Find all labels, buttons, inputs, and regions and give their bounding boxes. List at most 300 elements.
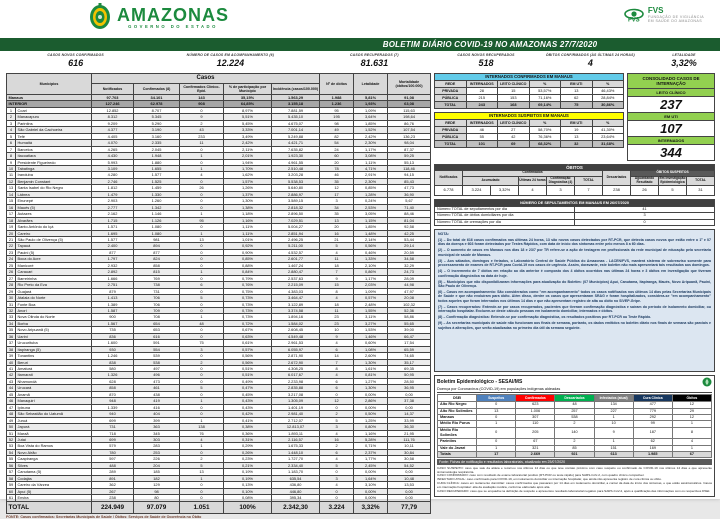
value-cell: 2,10% <box>354 262 388 268</box>
table-row <box>435 102 624 109</box>
value-cell: 0,57% <box>354 295 388 301</box>
value-cell: 1.448,10 <box>272 449 320 455</box>
value-cell: 4.265 <box>92 146 134 152</box>
value-cell: 37,38 <box>388 398 431 404</box>
value-cell: 9 <box>594 427 633 439</box>
value-cell: 780 <box>92 449 134 455</box>
row-index-cell: 48 <box>7 411 16 417</box>
value-cell: 0,57% <box>224 346 272 352</box>
value-cell: 1.812 <box>92 185 134 191</box>
value-cell: 29,14 <box>388 243 431 249</box>
value-cell: 0,29% <box>224 443 272 449</box>
value-cell: 0 <box>180 404 224 410</box>
value-cell: 1,70% <box>224 165 272 171</box>
value-cell: 5 <box>320 243 354 249</box>
muni-name-cell: Humaitá <box>16 140 92 146</box>
value-cell: 62 <box>561 95 593 102</box>
value-cell: 98,04 <box>388 140 431 146</box>
muni-name-cell: Tapauá <box>16 243 92 249</box>
value-cell: 17 <box>320 191 354 197</box>
value-cell: 68,32% <box>529 141 561 148</box>
value-cell: 1.246 <box>92 353 134 359</box>
value-cell: 2.215,09 <box>272 282 320 288</box>
value-cell: 1,61% <box>354 366 388 372</box>
col-header: EM UTI <box>561 120 593 127</box>
value-cell: 1.577 <box>134 172 180 178</box>
muni-name-cell: Fonte Boa <box>16 301 92 307</box>
value-cell: 0,00 <box>388 469 431 475</box>
value-cell: 399 <box>134 417 180 423</box>
muni-name-cell: Lábrea <box>16 191 92 197</box>
muni-name-cell: Juruá <box>16 417 92 423</box>
value-cell: 52,36 <box>388 307 431 313</box>
value-cell: 3,08% <box>354 153 388 159</box>
value-cell: 1,30% <box>354 359 388 365</box>
stat-value: 518 <box>478 58 494 68</box>
summary-stat <box>0 53 151 72</box>
value-cell: 0 <box>477 439 516 445</box>
value-cell: 362 <box>92 482 134 488</box>
value-cell: 0 <box>180 107 224 113</box>
value-cell: 0,56% <box>224 359 272 365</box>
value-cell: 2.608,45 <box>272 327 320 333</box>
value-cell: 6.055,97 <box>272 346 320 352</box>
obitos-value-cell: 6.778 <box>435 186 463 196</box>
summary-stats-row <box>0 53 720 72</box>
muni-name-cell: Itamarati <box>16 372 92 378</box>
value-cell: 623 <box>516 402 555 408</box>
muni-name-cell: Nhamundá <box>16 378 92 384</box>
value-cell: 824 <box>134 256 180 262</box>
value-cell: 1.183,70 <box>272 469 320 475</box>
obitos-value-cell: 4 <box>519 186 547 196</box>
muni-name-cell: Manaquiri <box>16 398 92 404</box>
col-header: INTERNADOS <box>466 81 498 88</box>
row-index-cell: 42 <box>7 372 16 378</box>
value-cell: 23 <box>320 314 354 320</box>
value-cell: 0 <box>180 191 224 197</box>
value-cell: 815 <box>134 269 180 275</box>
muni-name-cell: Nova Olinda do Norte <box>16 314 92 320</box>
em-uti-value: 107 <box>628 121 714 137</box>
value-cell: 1 <box>672 445 711 451</box>
value-cell: 1.236 <box>320 101 354 107</box>
col-header-clinico-epid: Confirmados Clínico-Epid. <box>180 84 224 95</box>
value-cell: 1,62% <box>224 172 272 178</box>
value-cell: 86,76 <box>388 120 431 126</box>
value-cell: 6 <box>320 449 354 455</box>
value-cell: 55 <box>466 134 498 141</box>
row-index-cell: 23 <box>7 249 16 255</box>
row-index-cell: 40 <box>7 359 16 365</box>
muni-name-cell: Jutaí <box>16 437 92 443</box>
value-cell: 0,19% <box>224 469 272 475</box>
nota-title: NOTA: <box>438 232 449 237</box>
value-cell: 18 <box>320 262 354 268</box>
value-cell: 6 <box>320 346 354 352</box>
value-cell: 10 <box>594 421 633 427</box>
value-cell: 102,32 <box>388 301 431 307</box>
value-cell: 709 <box>134 307 180 313</box>
value-cell: 78 <box>320 165 354 171</box>
value-cell: 91,08 <box>388 95 431 101</box>
value-cell: 0,75% <box>224 288 272 294</box>
value-cell: 1.339 <box>92 404 134 410</box>
rede-cell: PÚBLICA <box>435 95 467 102</box>
value-cell: 2.601,77 <box>272 256 320 262</box>
sesai-title: Boletim Epidemiológico - SESAI/MS <box>437 379 523 386</box>
value-cell: 42,25 <box>388 230 431 236</box>
value-cell: 0 <box>477 427 516 439</box>
value-cell: 204 <box>134 462 180 468</box>
value-cell: 5.640,80 <box>272 185 320 191</box>
row-index-cell: 33 <box>7 314 16 320</box>
value-cell: 0 <box>180 307 224 313</box>
value-cell: 1,08% <box>354 346 388 352</box>
value-cell: 2,11% <box>224 146 272 152</box>
obitos-confirmados-header: Confirmados <box>463 170 603 176</box>
row-index-cell: 49 <box>7 417 16 423</box>
value-cell: 48 <box>180 320 224 326</box>
value-cell: 538 <box>134 359 180 365</box>
muni-name-cell: Apuí (5) <box>16 488 92 494</box>
row-index-cell: 45 <box>7 391 16 397</box>
value-cell: 0,00% <box>354 469 388 475</box>
value-cell: 706 <box>134 301 180 307</box>
value-cell: 2.886,97 <box>272 191 320 197</box>
value-cell: 28,09 <box>388 275 431 281</box>
value-cell: 1.342 <box>134 204 180 210</box>
muni-name-cell: 97.703 <box>92 95 134 101</box>
row-index-cell: 44 <box>7 385 16 391</box>
value-cell: 0 <box>180 333 224 339</box>
value-cell: 34 <box>320 204 354 210</box>
value-cell: 6 <box>320 378 354 384</box>
value-cell: 75 <box>561 102 593 109</box>
value-cell: 118,46 <box>388 165 431 171</box>
value-cell: 107,54 <box>388 127 431 133</box>
obitos-value-cell: 3.224 <box>463 186 491 196</box>
value-cell: 1,28% <box>354 191 388 197</box>
municipality-panel <box>6 73 430 519</box>
row-index-cell: 17 <box>7 211 16 217</box>
summary-stat <box>310 53 440 72</box>
value-cell: 0 <box>180 353 224 359</box>
value-cell: 42 <box>498 134 530 141</box>
value-cell: 1,55% <box>354 307 388 313</box>
value-cell: 4.675,07 <box>272 120 320 126</box>
value-cell: 580 <box>92 366 134 372</box>
muni-name-cell: Tonantins <box>16 353 92 359</box>
internados-confirmados-table <box>434 73 624 109</box>
value-cell: 62 <box>633 439 672 445</box>
value-cell: 13,53 <box>388 482 431 488</box>
sesai-logo-icon <box>702 377 712 387</box>
municipality-table <box>6 73 431 514</box>
em-uti-label: EM UTI <box>628 113 714 121</box>
value-cell: 97.079 <box>134 501 180 513</box>
value-cell: 2.835,88 <box>272 385 320 391</box>
value-cell: 2 <box>180 120 224 126</box>
row-index-cell: 41 <box>7 366 16 372</box>
value-cell: 32,29 <box>388 262 431 268</box>
value-cell: 2.334,40 <box>272 462 320 468</box>
value-cell: 1.459 <box>134 185 180 191</box>
value-cell: 233 <box>180 133 224 139</box>
value-cell: 0 <box>180 204 224 210</box>
value-cell: 35 <box>320 211 354 217</box>
value-cell: 731 <box>134 288 180 294</box>
value-cell: 13 <box>180 469 224 475</box>
value-cell: 0,71% <box>354 443 388 449</box>
value-cell: 0,49% <box>224 378 272 384</box>
value-cell: 1,57% <box>224 178 272 184</box>
value-cell: 99 <box>633 421 672 427</box>
nota-item: (3) – Aos sábados, domingos e feriados, o Laboratório Central de Saúde Pública do Amazonas - LACEN/FVS, manterá sistema de sobreaviso somente para processamento de exames de RT-PCR para Covid-19 nos casos de urgência. Assim, doravante, este boletim não mais apresentará tais resultados aos domingos. <box>438 258 711 268</box>
value-cell: 195 <box>320 114 354 120</box>
muni-name-cell: Canutama (5) <box>16 469 92 475</box>
row-index-cell: 16 <box>7 204 16 210</box>
value-cell: 59,25 <box>388 153 431 159</box>
value-cell: 1,16% <box>224 217 272 223</box>
value-cell: 404 <box>134 411 180 417</box>
value-cell: 1,53% <box>354 327 388 333</box>
muni-name-cell: Codajás <box>16 475 92 481</box>
row-index-cell: 30 <box>7 295 16 301</box>
value-cell: 0 <box>180 243 224 249</box>
value-cell: 32 <box>561 141 593 148</box>
value-cell: 8 <box>320 288 354 294</box>
muni-name-cell: Urucará <box>16 385 92 391</box>
obitos-aguardando-header: Aguardando Resultado <box>631 176 659 186</box>
row-index-cell: 20 <box>7 230 16 236</box>
stat-value: 81.631 <box>360 58 389 68</box>
row-index-cell: 11 <box>7 172 16 178</box>
value-cell: 34.101 <box>134 95 180 101</box>
obitos-values-row <box>435 186 715 196</box>
value-cell: 76 <box>180 430 224 436</box>
row-index-cell: 21 <box>7 236 16 242</box>
value-cell: 87,37 <box>388 146 431 152</box>
value-cell: 292 <box>633 415 672 421</box>
value-cell: 5,45% <box>224 120 272 126</box>
value-cell: 2.672,90 <box>272 359 320 365</box>
value-cell: 253 <box>134 449 180 455</box>
value-cell: 1,11% <box>224 230 272 236</box>
value-cell: 1.479 <box>92 191 134 197</box>
value-cell: 930 <box>92 346 134 352</box>
value-cell: 1,11% <box>224 224 272 230</box>
value-cell: 0,23% <box>224 456 272 462</box>
value-cell: 836 <box>92 333 134 339</box>
value-cell: 4 <box>320 456 354 462</box>
value-cell: 0,79% <box>224 275 272 281</box>
row-index-cell: 32 <box>7 307 16 313</box>
value-cell: 85,43 <box>388 178 431 184</box>
value-cell: 0,85% <box>224 256 272 262</box>
muni-name-cell: Rio Preto da Eva <box>16 282 92 288</box>
stat-value: 4 <box>587 58 593 68</box>
value-cell: 981 <box>134 236 180 242</box>
sepultamento-label: Número TOTAL de cremações por dia <box>435 219 575 226</box>
value-cell: 5,67 <box>388 198 431 204</box>
value-cell: 3.224 <box>320 501 354 513</box>
value-cell: 1 <box>594 415 633 421</box>
value-cell: 7 <box>320 359 354 365</box>
value-cell: 34,58 <box>388 256 431 262</box>
value-cell: 1 <box>180 269 224 275</box>
value-cell: 283 <box>134 443 180 449</box>
sesai-dsei-cell: Alto Rio Negro <box>438 402 477 408</box>
sesai-legend-item: INFECTADO ATUAL: caso confirmado para COVID-19, em isolamento domiciliar ou internação hospitalar, que ainda não apresenta registro de cura clínica ou óbito. <box>437 477 662 482</box>
value-cell: 153 <box>498 95 530 102</box>
value-cell: 5.249,88 <box>272 133 320 139</box>
value-cell: 1,11% <box>354 159 388 165</box>
value-cell: 1,01% <box>224 236 272 242</box>
summary-stat <box>533 53 648 72</box>
value-cell: 5.290 <box>134 120 180 126</box>
row-index-cell: 29 <box>7 288 16 294</box>
value-cell: 2,30% <box>354 140 388 146</box>
value-cell: 538 <box>555 415 594 421</box>
value-cell: 110 <box>516 421 555 427</box>
value-cell: 11 <box>320 307 354 313</box>
value-cell: 136,23 <box>388 133 431 139</box>
row-index-cell: 27 <box>7 275 16 281</box>
value-cell: 0 <box>180 449 224 455</box>
value-cell: 1.305,09 <box>272 398 320 404</box>
value-cell: 2.162 <box>92 211 134 217</box>
row-index-cell: 39 <box>7 353 16 359</box>
value-cell: 738 <box>134 282 180 288</box>
value-cell: 30,86% <box>592 102 624 109</box>
row-index-cell: 46 <box>7 398 16 404</box>
col-header: % <box>529 120 561 127</box>
value-cell: 2,42% <box>354 133 388 139</box>
value-cell: 5 <box>320 417 354 423</box>
value-cell: 36,30 <box>388 424 431 430</box>
muni-name-cell: Presidente Figueiredo <box>16 159 92 165</box>
value-cell: 65,59 <box>388 346 431 352</box>
muni-name-cell: TOTAL <box>7 501 92 513</box>
value-cell: 718 <box>92 430 134 436</box>
row-index-cell: 53 <box>7 443 16 449</box>
value-cell: 4.383,03 <box>272 288 320 294</box>
row-index-cell: 56 <box>7 462 16 468</box>
value-cell: 98 <box>134 488 180 494</box>
value-cell: 0 <box>320 391 354 397</box>
obitos-ultimas24-header: Últimas 24 horas <box>519 176 547 186</box>
muni-name-cell: Coari <box>16 107 92 113</box>
value-cell: 2 <box>555 439 594 445</box>
value-cell: 46,43% <box>592 88 624 95</box>
row-index-cell: 43 <box>7 378 16 384</box>
value-cell: 2.871,90 <box>272 353 320 359</box>
internados-confirmados-title: INTERNADOS CONFIRMADOS EM MANAUS <box>435 74 624 81</box>
value-cell: 12.813,07 <box>272 424 320 430</box>
value-cell: 5.345 <box>134 114 180 120</box>
nota-item: (7) – Casos recuperados: Entende-se por casos recuperados, pacientes que tiveram confirmação diagnóstica e saíram do período de isolamento domiciliar, ou internação hospitalar. Excluem-se deste cálculo pessoas em isolamento domiciliar, internados e óbitos. <box>438 304 711 314</box>
value-cell: 5 <box>320 462 354 468</box>
value-cell: 9.209 <box>92 120 134 126</box>
rede-cell: PRIVADA <box>435 88 467 95</box>
sepultamento-value: 41 <box>575 206 715 213</box>
value-cell: 115,63 <box>388 107 431 113</box>
value-cell: 243 <box>466 102 498 109</box>
value-cell: 1 <box>594 439 633 445</box>
value-cell: 15 <box>320 282 354 288</box>
value-cell: 53,44 <box>388 236 431 242</box>
value-cell: 1.923,30 <box>272 153 320 159</box>
value-cell: 2,45% <box>354 462 388 468</box>
value-cell: 20,08 <box>388 295 431 301</box>
value-cell: 1 <box>180 314 224 320</box>
value-cell: 3,11% <box>354 314 388 320</box>
value-cell: 921 <box>555 451 594 457</box>
value-cell: 1.985 <box>633 451 672 457</box>
value-cell: 5 <box>180 462 224 468</box>
obitos-investigacao-header: Em Investigação Epidemiológica <box>659 176 686 184</box>
value-cell: 591 <box>134 340 180 346</box>
fvs-subtitle-1: FUNDAÇÃO DE VIGILÂNCIA <box>647 15 704 19</box>
value-cell: 2 <box>320 443 354 449</box>
value-cell: 185 <box>134 469 180 475</box>
sepultamento-label: Número TOTAL de sepultamentos por dia <box>435 206 575 213</box>
value-cell: 488 <box>92 462 134 468</box>
summary-stat <box>439 53 533 72</box>
value-cell: 2.233,98 <box>272 378 320 384</box>
value-cell: 416 <box>134 404 180 410</box>
value-cell: 735 <box>92 327 134 333</box>
value-cell: 0 <box>180 482 224 488</box>
sesai-panel <box>434 375 715 497</box>
nota-item: (1) – Do total de 616 casos confirmados nas últimas 24 horas, 13 são novos casos detectados por RT-PCR, que detecta casos novos que estão entre o 1º e 07 dias da doença e 603 foram detectados por Testes Rápidos, com data de início dos sintomas entre pelo menos 8 a 60 dias. <box>438 237 711 247</box>
row-index-cell: 60 <box>7 488 16 494</box>
value-cell: 67 <box>516 439 555 445</box>
value-cell: 0,26% <box>224 449 272 455</box>
row-index-cell: 37 <box>7 340 16 346</box>
value-cell: 1 <box>180 475 224 481</box>
col-header-mortalidade: Mortalidade (óbitos/100.000) <box>388 74 431 95</box>
value-cell: 0,56% <box>354 243 388 249</box>
value-cell: 303 <box>134 437 180 443</box>
municipality-table-source: FONTE: Casos confirmados: Secretarias Municipais de Saúde / Óbitos: Serviços de Saúde de Ocorrência no Óbito <box>6 515 202 519</box>
value-cell: 5 <box>180 295 224 301</box>
muni-name-cell: Santo Antônio do Içá <box>16 224 92 230</box>
sesai-dsei-cell: Médio Rio Purus <box>438 421 477 427</box>
value-cell: 2.896,50 <box>272 211 320 217</box>
value-cell: 900 <box>92 314 134 320</box>
value-cell: 95 <box>320 107 354 113</box>
value-cell: 363 <box>134 424 180 430</box>
value-cell: 1 <box>180 398 224 404</box>
value-cell: 1,48% <box>354 230 388 236</box>
rede-cell: PÚBLICA <box>435 134 467 141</box>
value-cell: 39,00 <box>388 327 431 333</box>
value-cell: 66,47 <box>388 333 431 339</box>
muni-name-cell: Guajará <box>16 288 92 294</box>
row-index-cell: 4 <box>7 127 16 133</box>
value-cell: 8.707 <box>134 107 180 113</box>
sepultamento-label: Número TOTAL de óbitos domiciliares por dia <box>435 213 575 220</box>
value-cell: 0 <box>180 262 224 268</box>
col-header: % <box>592 120 624 127</box>
value-cell: 858 <box>134 262 180 268</box>
value-cell: 3.203,28 <box>272 172 320 178</box>
value-cell: 5,28% <box>354 437 388 443</box>
row-index-cell: 14 <box>7 191 16 197</box>
value-cell: 69,35 <box>388 366 431 372</box>
